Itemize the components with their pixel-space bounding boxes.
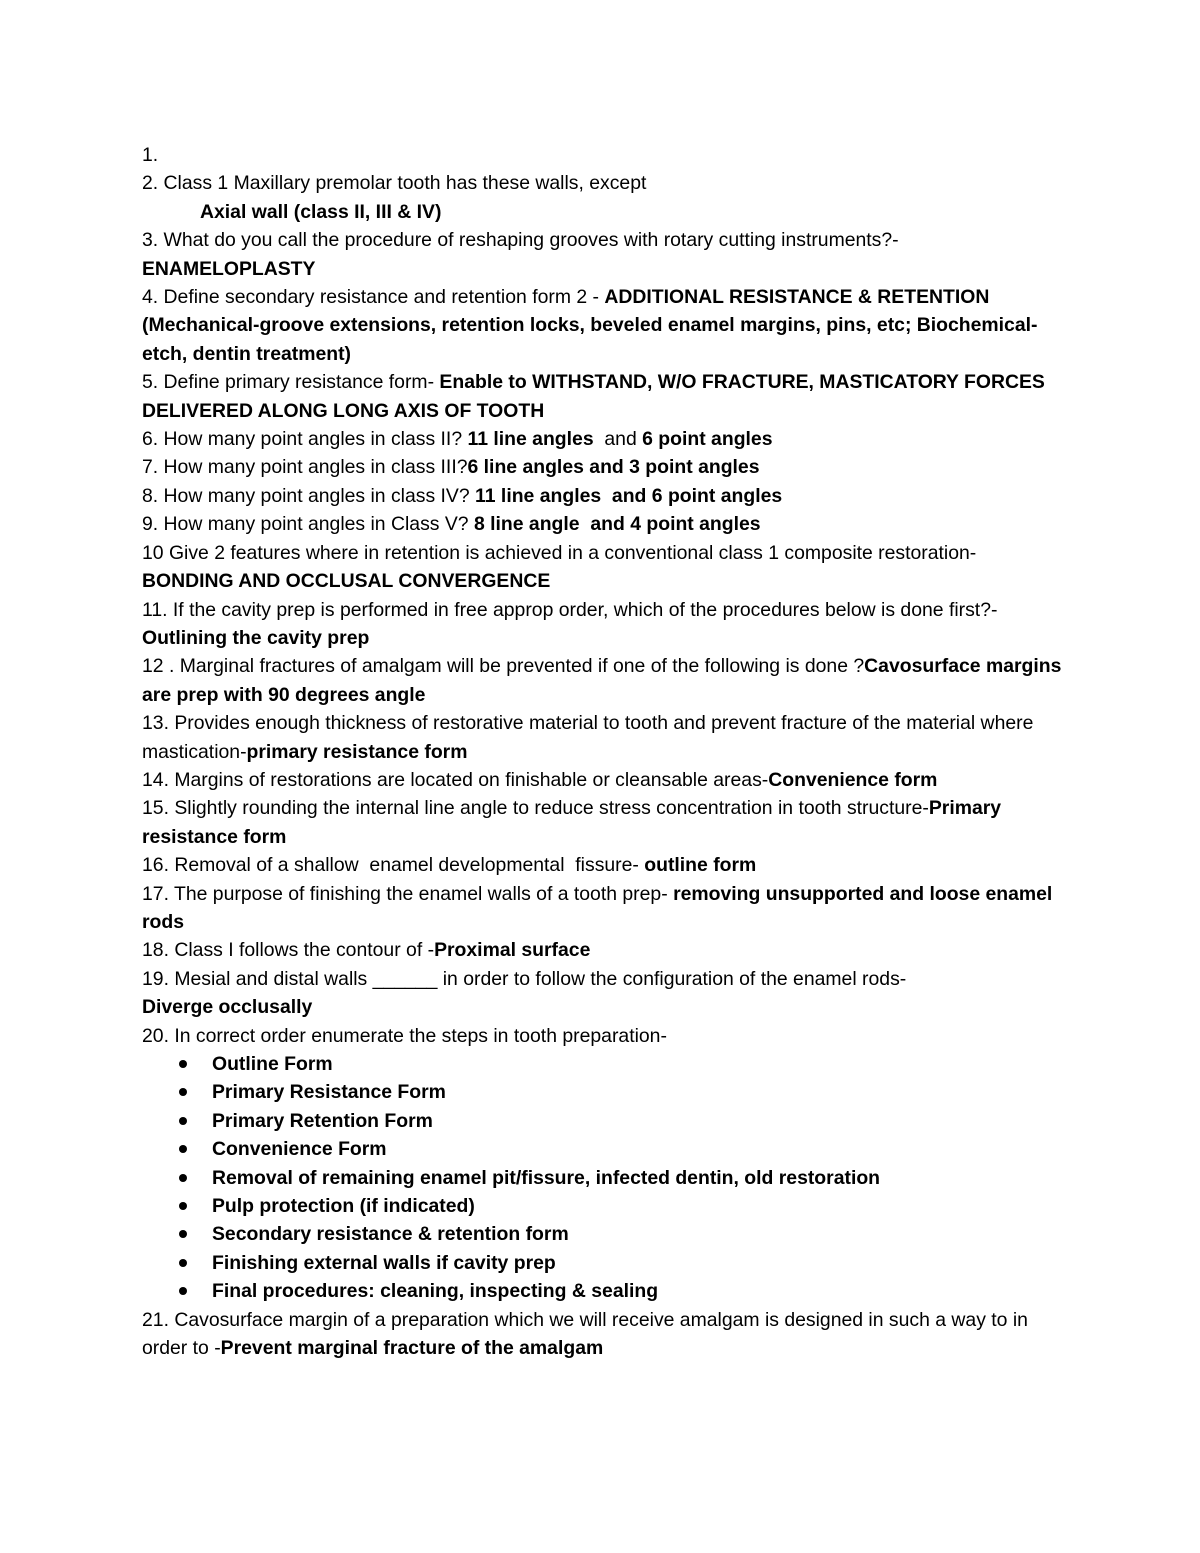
step-label: Removal of remaining enamel pit/fissure, infected dentin, old restoration [212, 1166, 881, 1189]
bullet-icon [179, 1202, 187, 1210]
list-item [142, 1220, 1062, 1248]
step-label: Finishing external walls if cavity prep [212, 1251, 556, 1274]
answer-6-line-angles: 11 line angles [467, 428, 594, 451]
bullet-icon [179, 1174, 187, 1182]
question-16 [142, 851, 1062, 879]
question-21 [142, 1306, 1062, 1363]
question-14 [142, 766, 1062, 794]
question-8 [142, 482, 1062, 510]
bullet-icon [179, 1259, 187, 1267]
answer-3: ENAMELOPLASTY [142, 257, 316, 280]
question-15 [142, 794, 1062, 851]
question-10-text: 10 Give 2 features where in retention is achieved in a conventional class 1 composite restoration- [142, 541, 977, 564]
question-4-text: 4. Define secondary resistance and retention form 2 - [142, 286, 605, 309]
question-19-text: 19. Mesial and distal walls ______ in order to follow the configuration of the enamel rods- [142, 967, 907, 990]
answer-9: 8 line angle and 4 point angles [473, 513, 761, 536]
bullet-icon [179, 1287, 187, 1295]
question-2 [142, 169, 1062, 197]
question-16-text: 16. Removal of a shallow enamel developmental fissure- [142, 854, 645, 877]
question-15-text: 15. Slightly rounding the internal line angle to reduce stress concentration in tooth structure- [142, 797, 929, 820]
answer-11: Outlining the cavity prep [142, 626, 370, 649]
answer-19: Diverge occlusally [142, 996, 313, 1019]
list-item [142, 1107, 1062, 1135]
step-label: Primary Resistance Form [212, 1081, 446, 1104]
question-9-text: 9. How many point angles in Class V? [142, 513, 474, 536]
question-21-text: 21. Cavosurface margin of a preparation which we will receive amalgam is designed in such a way to in order to - [142, 1308, 1028, 1360]
step-label: Secondary resistance & retention form [212, 1223, 569, 1246]
bullet-icon [179, 1230, 187, 1238]
answer-12: Cavosurface margins are prep with 90 degrees angle [142, 655, 1062, 706]
step-label: Outline Form [212, 1053, 333, 1075]
question-7-text: 7. How many point angles in class III? [142, 456, 468, 479]
answer-14: Convenience form [768, 768, 938, 791]
question-20 [142, 1022, 1062, 1050]
question-4 [142, 283, 1062, 368]
document-page [142, 141, 1062, 1362]
question-18-text: 18. Class I follows the contour of - [142, 939, 435, 962]
question-10 [142, 539, 1062, 596]
question-7 [142, 453, 1062, 481]
preparation-steps-list [142, 1050, 1062, 1306]
answer-17: removing unsupported and loose enamel rods [142, 882, 1053, 933]
question-17-text: 17. The purpose of finishing the enamel walls of a tooth prep- [142, 882, 674, 905]
answer-8: 11 line angles and 6 point angles [475, 484, 783, 507]
question-20-text: 20. In correct order enumerate the steps in tooth preparation- [142, 1024, 667, 1047]
step-label: Convenience Form [212, 1138, 387, 1161]
answer-2: Axial wall (class II, III & IV) [200, 200, 442, 223]
list-item [142, 1164, 1062, 1192]
question-6 [142, 425, 1062, 453]
list-item [142, 1192, 1062, 1220]
list-item [142, 1249, 1062, 1277]
question-8-text: 8. How many point angles in class IV? [142, 484, 476, 507]
question-5-text: 5. Define primary resistance form- [142, 371, 440, 394]
bullet-icon [179, 1088, 187, 1096]
answer-6-and: and [593, 428, 643, 451]
question-13-text: 13. Provides enough thickness of restorative material to tooth and prevent fracture of the material where mastication- [142, 712, 1034, 763]
list-item [142, 1078, 1062, 1106]
question-9 [142, 510, 1062, 538]
question-6-text: 6. How many point angles in class II? [142, 428, 468, 451]
bullet-icon [179, 1060, 187, 1068]
answer-7: 6 line angles and 3 point angles [467, 456, 760, 479]
question-11 [142, 596, 1062, 653]
question-19 [142, 965, 1062, 1022]
answer-4: ADDITIONAL RESISTANCE & RETENTION (Mechanical-groove extensions, retention locks, beveled enamel margins, pins, etc; Biochemical-etch, dentin treatment) [142, 286, 1038, 365]
answer-18: Proximal surface [434, 939, 591, 962]
question-3-text: 3. What do you call the procedure of reshaping grooves with rotary cutting instruments?- [142, 229, 899, 252]
answer-15: Primary resistance form [142, 797, 1002, 848]
question-12 [142, 652, 1062, 709]
answer-6-point-angles: 6 point angles [642, 428, 773, 451]
answer-5: Enable to WITHSTAND, W/O FRACTURE, MASTICATORY FORCES DELIVERED ALONG LONG AXIS OF TOOTH [142, 371, 1045, 422]
answer-10: BONDING AND OCCLUSAL CONVERGENCE [142, 570, 551, 593]
list-item [142, 1277, 1062, 1305]
answer-21: Prevent marginal fracture of the amalgam [220, 1337, 604, 1360]
list-item [142, 1135, 1062, 1163]
answer-13: primary resistance form [246, 740, 468, 763]
question-14-text: 14. Margins of restorations are located on finishable or cleansable areas- [142, 768, 769, 791]
question-11-text: 11. If the cavity prep is performed in free approp order, which of the procedures below is done first?- [142, 598, 998, 621]
step-label: Primary Retention Form [212, 1109, 433, 1132]
question-1-text: 1. [142, 144, 159, 166]
question-13 [142, 709, 1062, 766]
bullet-icon [179, 1145, 187, 1153]
answer-16: outline form [644, 854, 757, 877]
question-3 [142, 226, 1062, 254]
question-5 [142, 368, 1062, 425]
question-18 [142, 936, 1062, 964]
question-17 [142, 880, 1062, 937]
step-label: Pulp protection (if indicated) [212, 1195, 475, 1218]
list-item [142, 1050, 1062, 1078]
bullet-icon [179, 1117, 187, 1125]
question-2-text: 2. Class 1 Maxillary premolar tooth has these walls, except [142, 172, 647, 195]
question-12-text: 12 . Marginal fractures of amalgam will be prevented if one of the following is done ? [142, 655, 865, 678]
step-label: Final procedures: cleaning, inspecting & sealing [212, 1280, 659, 1303]
question-1 [142, 141, 1062, 169]
